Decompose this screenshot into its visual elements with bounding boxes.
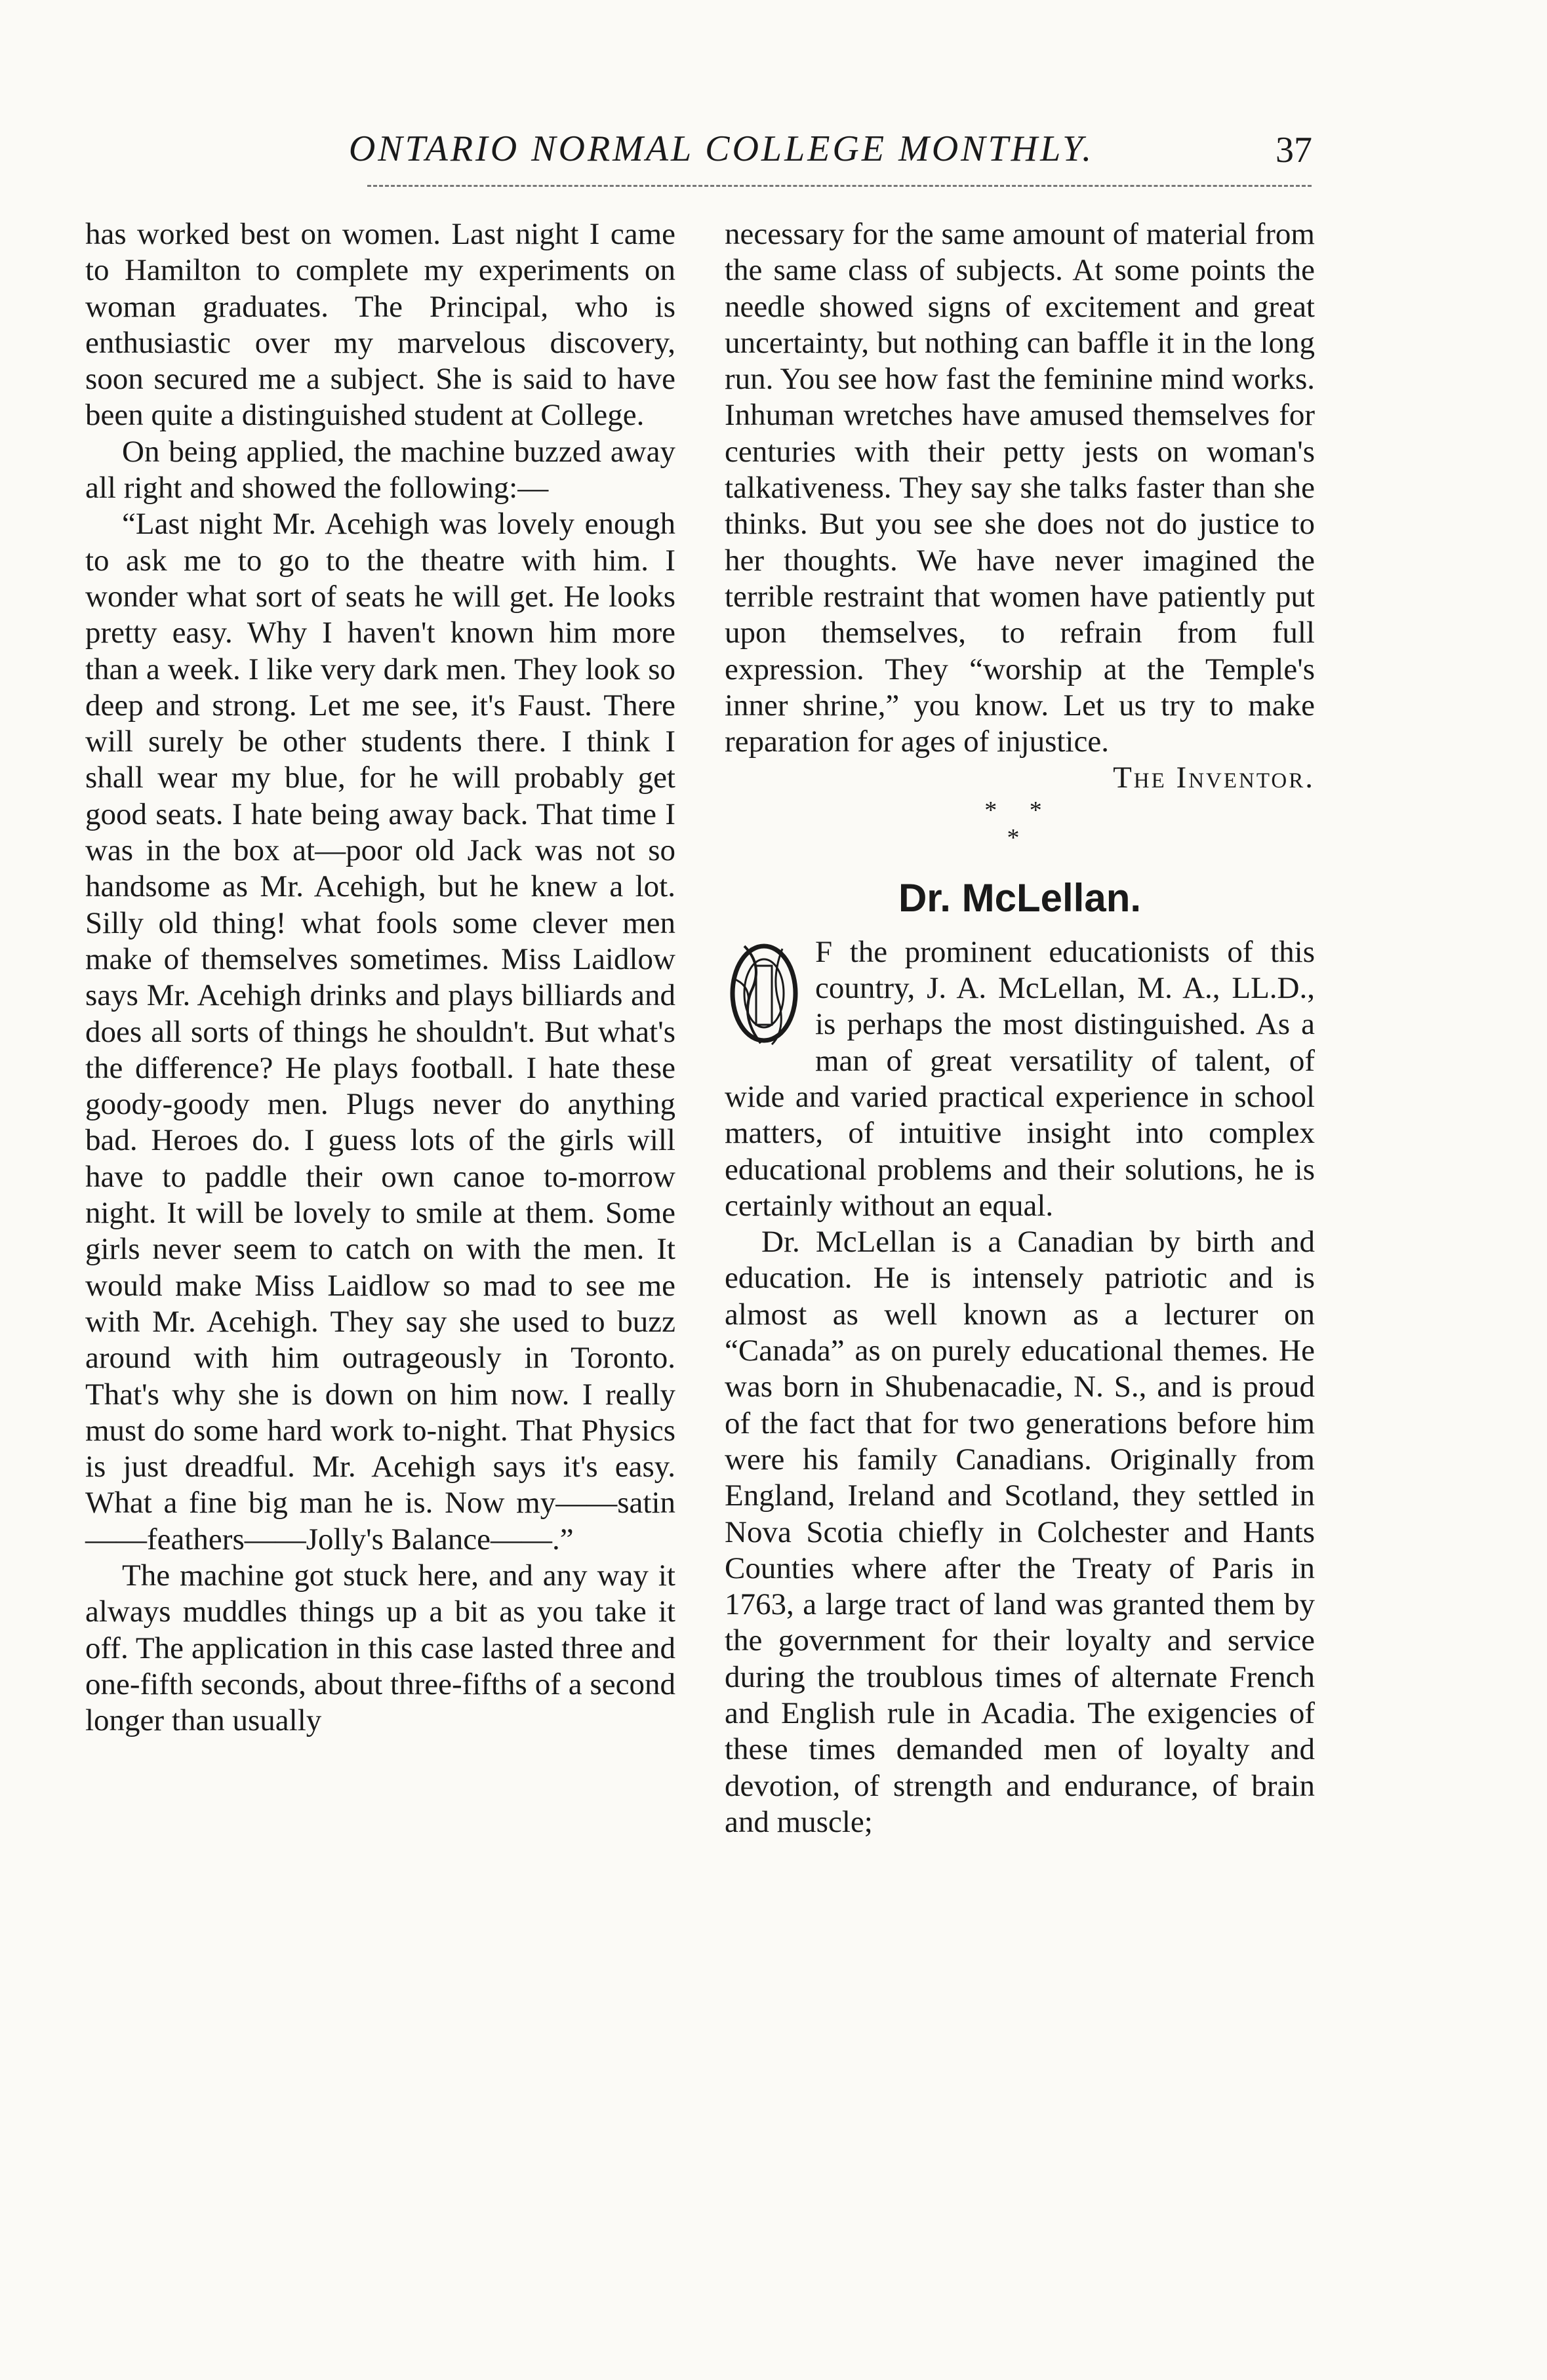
dropcap-letter <box>725 940 803 1048</box>
author-signature: The Inventor. <box>1113 761 1315 795</box>
paragraph-text: F the prominent educationists of this country, J. A. McLellan, M. A., LL.D., is perhaps the most distinguished. As a man of great versatility of talent, of wide and varied practical experience in school matters, of intuitive insight into complex educational problems and their solutions, he is certainly without an equal. <box>725 934 1315 1223</box>
section-title: Dr. McLellan. <box>898 875 1142 920</box>
article-paragraph: necessary for the same amount of material from the same class of subjects. At some points the needle showed signs of excitement and great uncertainty, but nothing can baffle it in the long run. You see how fast the feminine mind works. Inhuman wretches have amused themselves for centuries with their petty jests on woman's talkativeness. They say she talks faster than she thinks. But you see she does not do justice to her thoughts. We have never imagined the terrible restraint that women have patiently put upon themselves, to refrain from full expression. They “worship at the Temple's inner shrine,” you know. Let us try to make reparation for ages of injustice. <box>725 217 1315 759</box>
page-header <box>0 128 1547 180</box>
ornament-row: * * <box>984 796 1055 824</box>
header-rule <box>367 185 1312 187</box>
article-paragraph: The machine got stuck here, and any way it always muddles things up a bit as you take it off. The application in this case lasted three and one-fifth seconds, about three-fifths of a second longer than usually <box>85 1558 675 1738</box>
article-paragraph: has worked best on women. Last night I came to Hamilton to complete my experiments on woman graduates. The Principal, who is enthusiastic over my marvelous discovery, soon secured me a subject. She is said to have been quite a distinguished student at College. <box>85 217 675 433</box>
left-column <box>85 216 675 1739</box>
dropcap-o-icon <box>725 940 803 1048</box>
asterism-ornament <box>725 797 1315 862</box>
page-number: 37 <box>1276 130 1312 170</box>
running-title: ONTARIO NORMAL COLLEGE MONTHLY. <box>348 129 1095 169</box>
ornament-row: * <box>1007 823 1033 852</box>
right-column <box>725 216 1315 1840</box>
article-paragraph: On being applied, the machine buzzed away all right and showed the following:— <box>85 434 675 506</box>
article-paragraph <box>725 934 1315 1224</box>
article-paragraph: “Last night Mr. Acehigh was lovely enough to ask me to go to the theatre with him. I wonder what sort of seats he will get. He looks pretty easy. Why I haven't known him more than a week. I like very dark men. They look so deep and strong. Let me see, it's Faust. There will surely be other students there. I think I shall wear my blue, for he will probably get good seats. I hate being away back. That time I was in the box at—poor old Jack was not so handsome as Mr. Acehigh, but he knew a lot. Silly old thing! what fools some clever men make of themselves sometimes. Miss Laidlow says Mr. Acehigh drinks and plays billiards and does all sorts of things he shouldn't. But what's the difference? He plays football. I hate these goody-goody men. Plugs never do anything bad. Heroes do. I guess lots of the girls will have to paddle their own canoe to-morrow night. It will be lovely to smile at them. Some girls never seem to catch on with the men. It would make Miss Laidlow so mad to see me with Mr. Acehigh. They say she used to buzz around with him outrageously in Toronto. That's why she is down on him now. I really must do some hard work to-night. That Physics is just dreadful. Mr. Acehigh says it's easy. What a fine big man he is. Now my——satin——feathers——Jolly's Balance——.” <box>85 507 675 1557</box>
article-paragraph: Dr. McLellan is a Canadian by birth and education. He is intensely patriotic and is almost as well known as a lecturer on “Canada” as on purely educational themes. He was born in Shubenacadie, N. S., and is proud of the fact that for two generations before him were his family Canadians. Originally from England, Ireland and Scotland, they settled in Nova Scotia chiefly in Colchester and Hants Counties where after the Treaty of Paris in 1763, a large tract of land was granted them by the government for their loyalty and service during the troublous times of alternate French and English rule in Acadia. The exigencies of these times demanded men of loyalty and devotion, of strength and endurance, of brain and muscle; <box>725 1225 1315 1839</box>
